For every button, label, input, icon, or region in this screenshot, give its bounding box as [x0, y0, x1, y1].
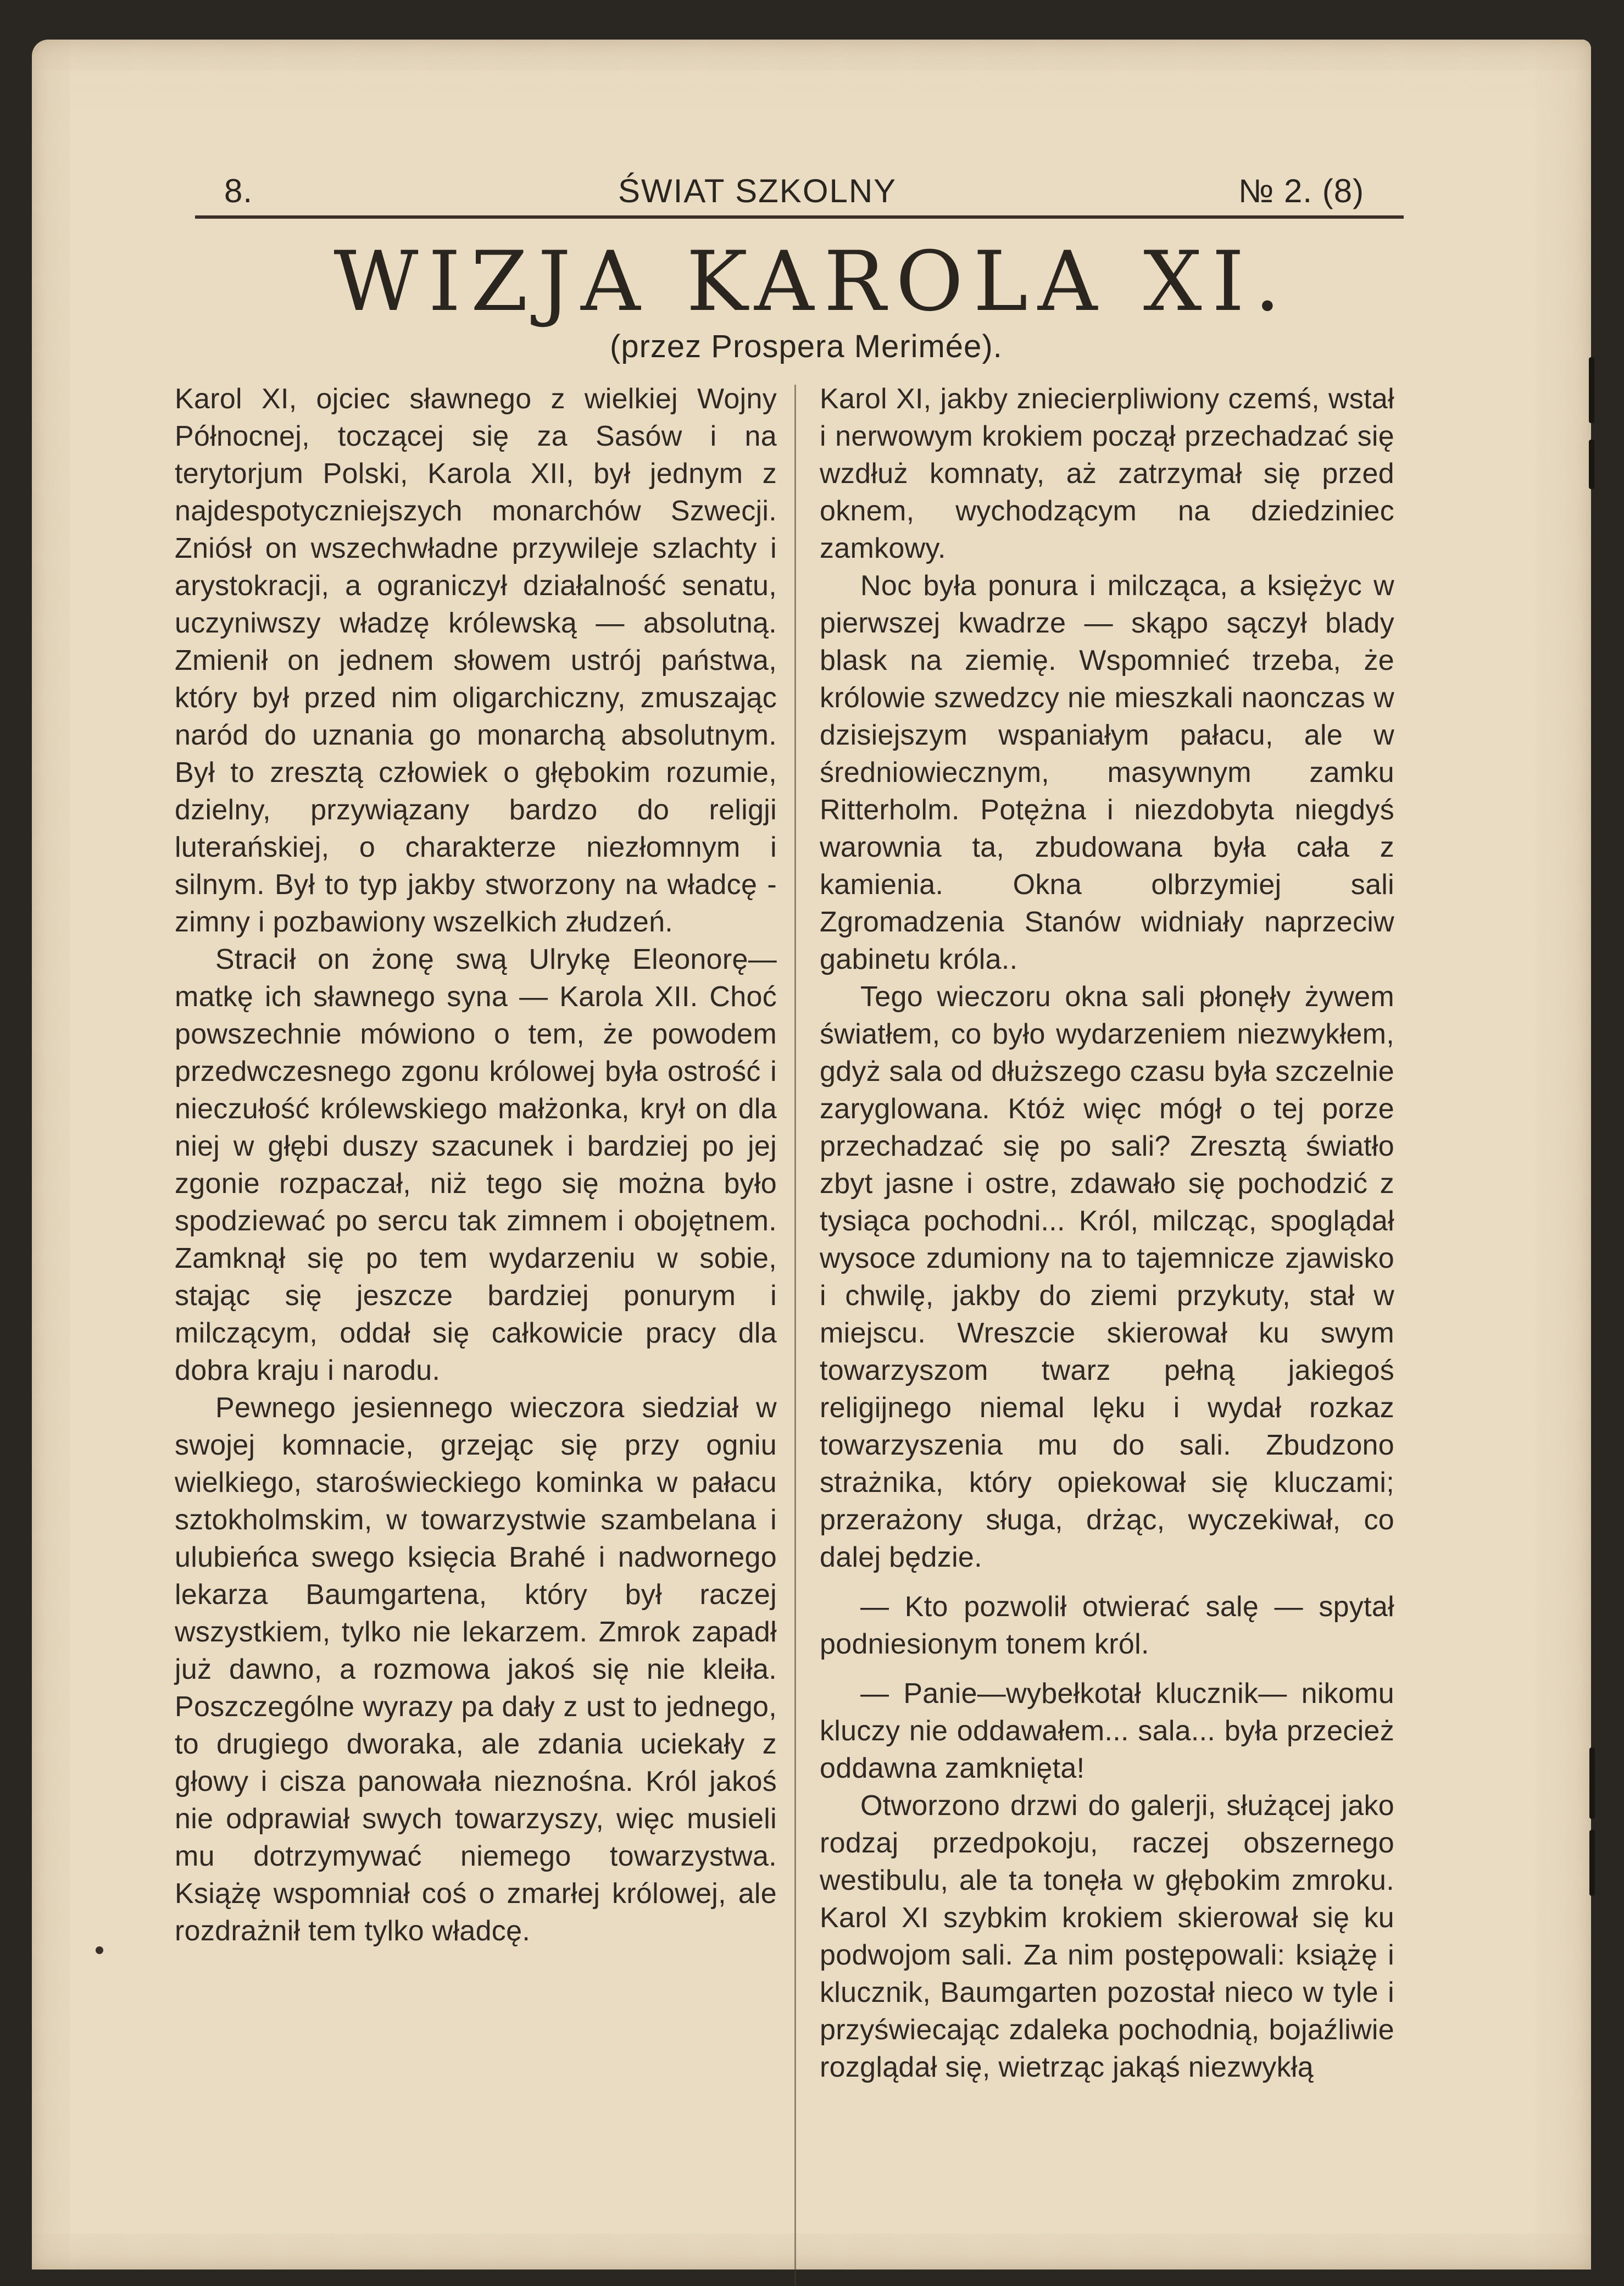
- paragraph: — Panie—wybełkotał klucznik— nikomu kluczy nie oddawałem... sala... była przecież oddawna zamknięta!: [820, 1678, 1394, 1784]
- running-title: ŚWIAT SZKOLNY: [618, 173, 897, 209]
- binding-mark: [1589, 1830, 1595, 1896]
- article-byline: (przez Prospera Merimée).: [610, 329, 1003, 364]
- paragraph: Otworzono drzwi do galerji, służącej jako rodzaj przedpokoju, raczej obszernego westibulu, ale ta tonęła w głębokim zmroku. Karol XI szybkim krokiem skierował się ku podwojom sali. Za nim postępowali: książę i klucznik, Baumgarten pozostał nieco w tyle i przyświecając zdaleka pochodnią, bojaźliwie rozglądał się, wietrząc jakąś niezwykłą: [820, 1790, 1394, 2083]
- binding-mark: [1589, 1747, 1595, 1819]
- header-rule: [195, 215, 1404, 219]
- article-title: WIZJA KAROLA XI.: [333, 234, 1291, 330]
- right-column: [820, 380, 1394, 2086]
- paragraph: Noc była ponura i milcząca, a księżyc w pierwszej kwadrze — skąpo sączył blady blask na ziemię. Wspomnieć trzeba, że królowie szwedzcy nie mieszkali naonczas w dzisiejszym wspaniałym pałacu, ale w średniowiecznym, masywnym zamku Ritterholm. Potężna i niezdobyta niegdyś warownia ta, zbudowana była cała z kamienia. Okna olbrzymiej sali Zgromadzenia Stanów widniały naprzeciw gabinetu króla..: [820, 570, 1394, 975]
- column-divider: [794, 385, 796, 2286]
- paper-speck: [96, 1946, 103, 1954]
- issue-number: № 2. (8): [1238, 173, 1365, 209]
- paragraph: Stracił on żonę swą Ulrykę Eleonorę— matkę ich sławnego syna — Karola XII. Choć powszechnie mówiono o tem, że powodem przedwczesnego zgonu królowej była ostrość i nieczułość królewskiego małżonka, krył on dla niej w głębi duszy szacunek i bardziej po jej zgonie rozpaczał, niż tego się można było spodziewać po sercu tak zimnem i obojętnem. Zamknął się po tem wydarzeniu w sobie, stając się jeszcze bardziej ponurym i milczącym, oddał się całkowicie pracy dla dobra kraju i narodu.: [175, 944, 777, 1386]
- binding-mark: [1589, 357, 1594, 423]
- paragraph: Karol XI, jakby zniecierpliwiony czemś, wstał i nerwowym krokiem począł przechadzać się wzdłuż komnaty, aż zatrzymał się przed oknem, wychodzącym na dziedziniec zamkowy.: [820, 383, 1394, 564]
- paragraph: Tego wieczoru okna sali płonęły żywem światłem, co było wydarzeniem niezwykłem, gdyż sala od dłuższego czasu była szczelnie zaryglowana. Któż więc mógł o tej porze przechadzać się po sali? Zresztą światło zbyt jasne i ostre, zdawało się pochodzić z tysiąca pochodni... Król, milcząc, spoglądał wysoce zdumiony na to tajemnicze zjawisko i chwilę, jakby do ziemi przykuty, stał w miejscu. Wreszcie skierował ku swym towarzyszom twarz pełną jakiegoś religijnego niemal lęku i wydał rozkaz towarzyszenia mu do sali. Zbudzono strażnika, który opiekował się kluczami; przerażony sługa, drżąc, wyczekiwał, co dalej będzie.: [820, 981, 1394, 1573]
- page-number: 8.: [224, 173, 253, 209]
- left-column: [175, 380, 777, 1950]
- paragraph: Karol XI, ojciec sławnego z wielkiej Wojny Północnej, toczącej się za Sasów i na terytorjum Polski, Karola XII, był jednym z najdespotyczniejszych monarchów Szwecji. Zniósł on wszechwładne przywileje szlachty i arystokracji, a ograniczył działalność senatu, uczyniwszy władzę królewską — absolutną. Zmienił on jednem słowem ustrój państwa, który był przed nim oligarchiczny, zmuszając naród do uznania go monarchą absolutnym. Był to zresztą człowiek o głębokim rozumie, dzielny, przywiązany bardzo do religji luterańskiej, o charakterze niezłomnym i silnym. Był to typ jakby stworzony na władcę - zimny i pozbawiony wszelkich złudzeń.: [175, 383, 777, 938]
- paragraph: — Kto pozwolił otwierać salę — spytał podniesionym tonem król.: [820, 1591, 1394, 1660]
- paragraph: Pewnego jesiennego wieczora siedział w swojej komnacie, grzejąc się przy ogniu wielkiego, staroświeckiego kominka w pałacu sztokholmskim, w towarzystwie szambelana i ulubieńca swego księcia Brahé i nadwornego lekarza Baumgartena, który był raczej wszystkiem, tylko nie lekarzem. Zmrok zapadł już dawno, a rozmowa jakoś się nie kleiła. Poszczególne wyrazy pa dały z ust to jednego, to drugiego dworaka, ale zdania uciekały z głowy i cisza panowała nieznośna. Król jakoś nie odprawiał swych towarzyszy, więc musieli mu dotrzymywać niemego towarzystwa. Książę wspomniał coś o zmarłej królowej, ale rozdrażnił tem tylko władcę.: [175, 1392, 777, 1947]
- binding-mark: [1589, 440, 1594, 489]
